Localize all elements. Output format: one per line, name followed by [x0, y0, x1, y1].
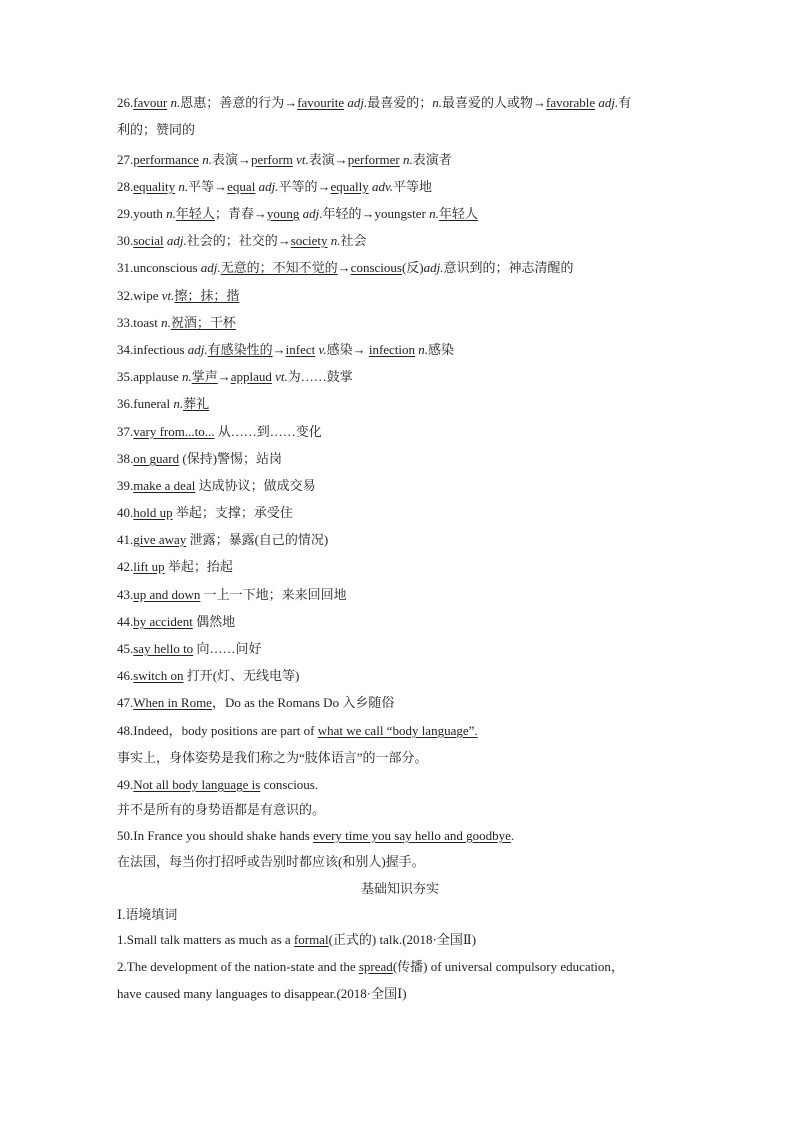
text-segment: 36.funeral [117, 396, 174, 411]
answer-blank: 掌声 [191, 369, 218, 384]
text-segment: have caused many languages to disappear.(2018·全国Ⅰ) [117, 986, 407, 1001]
answer-blank: favour [133, 95, 168, 110]
answer-blank: infect [285, 342, 316, 357]
text-segment: v. [318, 342, 327, 357]
text-segment: 46. [117, 668, 134, 683]
vocab-line [117, 286, 239, 306]
vocab-line [117, 177, 432, 197]
text-segment: 26. [117, 95, 134, 110]
text-segment: n. [330, 233, 341, 248]
text-segment: 表演→ [308, 152, 348, 167]
text-segment: adj. [423, 260, 444, 275]
text-segment: 表演者 [412, 152, 452, 167]
text-segment: 47. [117, 695, 134, 710]
text-segment: 37. [117, 424, 134, 439]
answer-blank: When in Rome [133, 695, 212, 710]
vocab-line [117, 313, 236, 333]
text-segment: ；青春→ [214, 206, 267, 221]
text-segment: adj. [200, 260, 221, 275]
exercise-line [117, 957, 624, 977]
answer-blank: hold up [133, 505, 173, 520]
text-segment: 30. [117, 233, 134, 248]
text-segment: 最喜爱的； [367, 95, 433, 110]
text-segment: 年轻的→youngster [322, 206, 430, 221]
answer-blank: 擦；抹；揩 [174, 288, 240, 303]
text-segment: 33.toast [117, 315, 162, 330]
text-segment: 43. [117, 587, 134, 602]
exercise-line [117, 984, 407, 1004]
text-segment: → [217, 369, 231, 384]
answer-blank: 年轻人 [438, 206, 478, 221]
answer-blank: equally [330, 179, 369, 194]
vocab-line [117, 120, 195, 140]
vocab-line [117, 666, 299, 686]
answer-blank: perform [250, 152, 293, 167]
text-segment: 2.The development of the nation-state and the [117, 959, 359, 974]
text-segment: 29.youth [117, 206, 167, 221]
answer-blank: applaud [230, 369, 272, 384]
text-segment: vt. [275, 369, 288, 384]
text-segment: 偶然地 [192, 614, 236, 629]
text-segment: adj. [166, 233, 187, 248]
vocab-line [117, 449, 282, 469]
answer-blank: 祝酒；干杯 [170, 315, 236, 330]
answer-blank: performance [133, 152, 199, 167]
answer-blank: lift up [133, 559, 165, 574]
vocab-line [117, 93, 631, 113]
text-segment: 表演→ [211, 152, 251, 167]
text-segment: vt. [161, 288, 175, 303]
text-segment: 恩惠；善意的行为→ [180, 95, 298, 110]
vocab-line [117, 693, 394, 713]
text-segment: ，Do as the Romans Do 入乡随俗 [211, 695, 395, 710]
text-segment: 在法国，每当你打招呼或告别时都应该(和别人)握手。 [117, 854, 425, 869]
answer-blank: favorable [546, 95, 596, 110]
text-segment: n. [429, 206, 439, 221]
answer-blank: conscious [350, 260, 402, 275]
text-segment: 社会 [340, 233, 367, 248]
text-segment: 34.infectious [117, 342, 188, 357]
vocab-line [117, 748, 428, 768]
answer-blank: every time you say hello and goodbye [313, 828, 511, 843]
answer-blank: society [290, 233, 328, 248]
vocab-line [117, 585, 347, 605]
text-segment: 48.Indeed，body positions are part of [117, 723, 318, 738]
section-title: 基础知识夯实 [360, 881, 439, 896]
text-segment: 有 [618, 95, 632, 110]
answer-blank: formal [293, 932, 329, 947]
vocab-line [117, 231, 367, 251]
text-segment: → [272, 342, 286, 357]
answer-blank: 有感染性的 [207, 342, 273, 357]
vocab-line [117, 476, 316, 496]
answer-blank: switch on [133, 668, 184, 683]
vocab-line [117, 204, 478, 224]
answer-blank: equality [133, 179, 176, 194]
text-segment: 32.wipe [117, 288, 162, 303]
answer-blank: 无意的；不知不觉的 [220, 260, 338, 275]
text-segment: 44. [117, 614, 134, 629]
text-segment: (反) [401, 260, 424, 275]
text-segment: 最喜爱的人或物→ [442, 95, 547, 110]
vocab-line [117, 852, 425, 872]
text-segment: 事实上，身体姿势是我们称之为“肢体语言”的一部分。 [117, 750, 428, 765]
answer-blank: vary from...to... [133, 424, 215, 439]
text-segment: 42. [117, 559, 134, 574]
vocab-line [117, 150, 452, 170]
text-segment: 感染→ [326, 342, 369, 357]
answer-blank: up and down [133, 587, 201, 602]
text-segment: n. [402, 152, 413, 167]
text-segment: adj. [258, 179, 279, 194]
text-segment: n. [166, 206, 176, 221]
vocab-line [117, 639, 261, 659]
text-segment: 打开(灯、无线电等) [183, 668, 300, 683]
text-segment: 40. [117, 505, 134, 520]
part-title: Ⅰ.语境填词 [117, 907, 178, 922]
vocab-line [117, 394, 209, 414]
vocab-line [117, 612, 235, 632]
answer-blank: give away [133, 532, 187, 547]
answer-blank: 葬礼 [183, 396, 210, 411]
text-segment: n. [432, 95, 443, 110]
text-segment: 49. [117, 777, 134, 792]
vocab-line [117, 422, 322, 442]
text-segment: 从……到……变化 [214, 424, 322, 439]
text-segment: 举起；抬起 [164, 559, 233, 574]
text-segment: vt. [296, 152, 309, 167]
vocab-line [117, 530, 328, 550]
text-segment: 社会的；社交的→ [186, 233, 291, 248]
answer-blank: infection [368, 342, 416, 357]
text-segment: 举起；支撑；承受住 [172, 505, 293, 520]
text-segment: 39. [117, 478, 134, 493]
text-segment: 向……问好 [193, 641, 262, 656]
vocab-line [117, 826, 514, 846]
vocab-line [117, 775, 318, 795]
text-segment: 50.In France you should shake hands [117, 828, 314, 843]
text-segment: n. [170, 95, 181, 110]
text-segment: adj. [302, 206, 323, 221]
answer-blank: equal [227, 179, 256, 194]
text-segment: 利的；赞同的 [117, 122, 196, 137]
answer-blank: social [133, 233, 164, 248]
text-segment: 意识到的；神志清醒的 [443, 260, 574, 275]
text-segment: 28. [117, 179, 134, 194]
answer-blank: say hello to [133, 641, 194, 656]
vocab-line [117, 367, 353, 387]
text-segment: adj. [347, 95, 368, 110]
answer-blank: favourite [297, 95, 345, 110]
text-segment: n. [418, 342, 429, 357]
text-segment: 38. [117, 451, 134, 466]
text-segment: 1.Small talk matters as much as a [117, 932, 294, 947]
text-segment: adv. [371, 179, 394, 194]
vocab-line [117, 258, 574, 278]
text-segment: 平等→ [188, 179, 228, 194]
text-segment: 平等的→ [278, 179, 331, 194]
text-segment: (传播) of universal compulsory education， [392, 959, 624, 974]
text-segment: 35.applause [117, 369, 182, 384]
vocab-line [117, 800, 325, 820]
vocab-line [117, 503, 293, 523]
answer-blank: spread [358, 959, 393, 974]
vocab-line [117, 557, 233, 577]
text-segment: 41. [117, 532, 134, 547]
answer-blank: by accident [133, 614, 193, 629]
text-segment: 45. [117, 641, 134, 656]
vocab-line [117, 340, 454, 360]
text-segment: 27. [117, 152, 134, 167]
text-segment: 感染 [428, 342, 455, 357]
text-segment: conscious. [260, 777, 319, 792]
text-segment: 为……鼓掌 [287, 369, 353, 384]
answer-blank: on guard [133, 451, 180, 466]
text-segment: adj. [598, 95, 619, 110]
text-segment: n. [202, 152, 212, 167]
text-segment: n. [181, 369, 192, 384]
text-segment: → [337, 260, 351, 275]
text-segment: 平等地 [393, 179, 433, 194]
text-segment: n. [161, 315, 171, 330]
answer-blank: Not all body language is [133, 777, 261, 792]
text-segment: 泄露；暴露(自己的情况) [186, 532, 329, 547]
answer-blank: 年轻人 [175, 206, 215, 221]
vocab-line [117, 721, 478, 741]
text-segment: 31.unconscious [117, 260, 201, 275]
answer-blank: make a deal [133, 478, 196, 493]
text-segment: 并不是所有的身势语都是有意识的。 [117, 802, 326, 817]
text-segment: . [510, 828, 515, 843]
answer-blank: young [266, 206, 300, 221]
answer-blank: what we call “body language”. [317, 723, 478, 738]
answer-blank: performer [347, 152, 400, 167]
exercise-line [117, 930, 476, 950]
text-segment: adj. [187, 342, 208, 357]
text-segment: 一上一下地；来来回回地 [200, 587, 347, 602]
text-segment: (保持)警惕；站岗 [179, 451, 283, 466]
text-segment: 达成协议；做成交易 [195, 478, 316, 493]
text-segment: n. [178, 179, 189, 194]
text-segment: n. [173, 396, 184, 411]
text-segment: (正式的) talk.(2018·全国Ⅱ) [328, 932, 477, 947]
